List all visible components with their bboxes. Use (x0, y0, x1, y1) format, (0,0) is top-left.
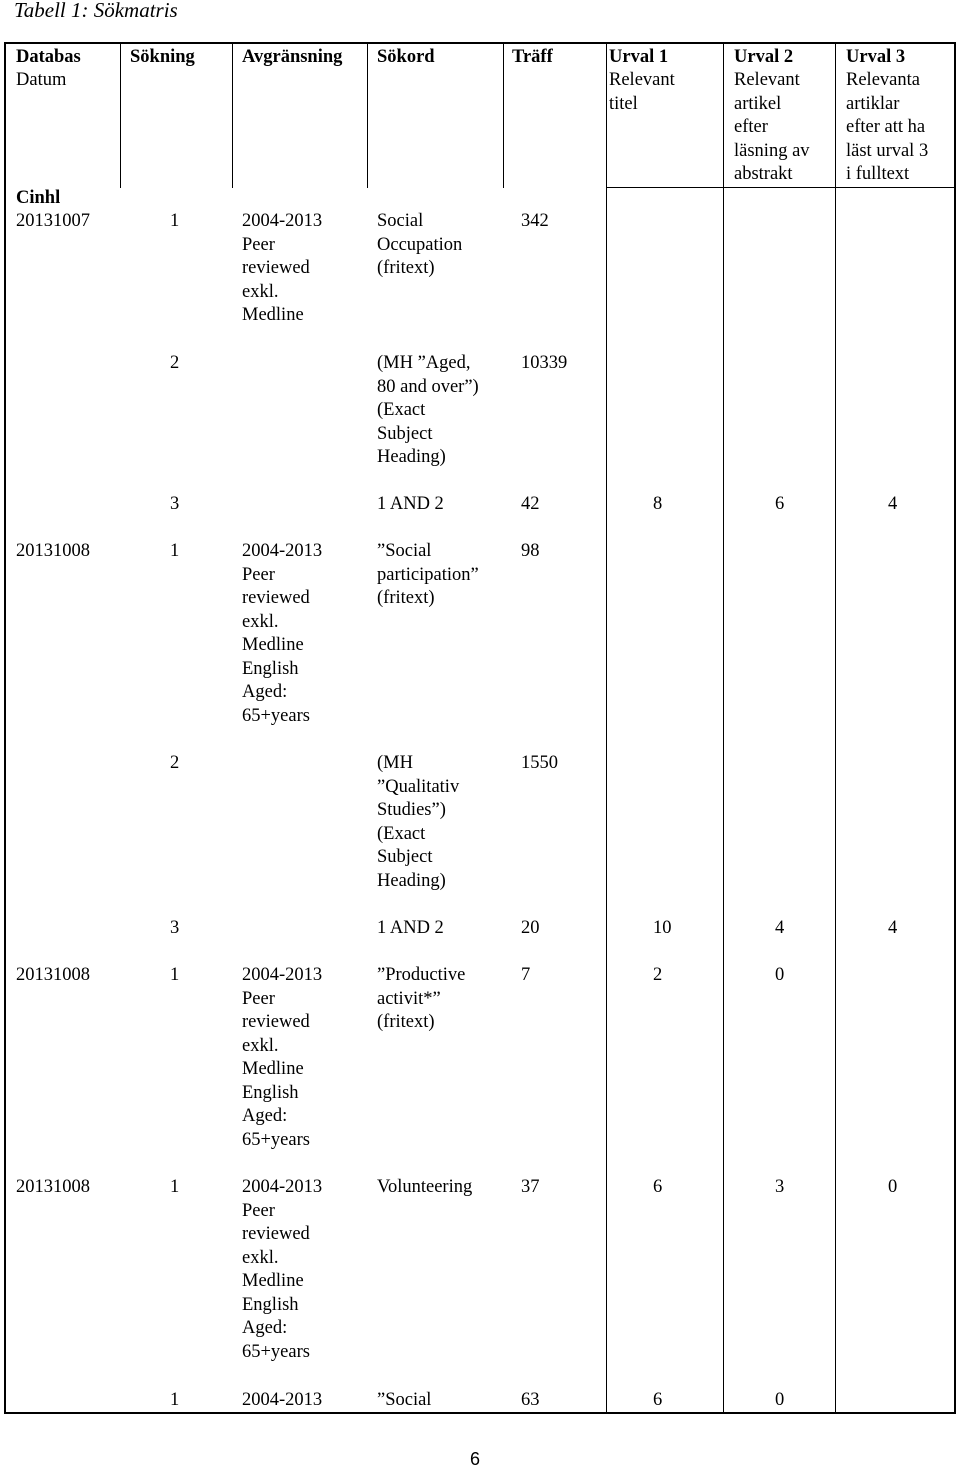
cell-urval2: 6 (775, 494, 785, 514)
cell-sokord-line: ”Social (377, 1390, 432, 1410)
cell-sokord-line: ”Qualitativ (377, 776, 460, 797)
header-avgransning: Avgränsning (242, 47, 343, 67)
cell-sokord-line: Subject (377, 847, 433, 867)
header-urval3: Urval 3 (846, 47, 906, 67)
cell-avgransning-line: reviewed (242, 1224, 310, 1244)
cell-urval3: 4 (888, 494, 898, 514)
header-datum: Datum (16, 70, 67, 90)
cell-sokning: 1 (170, 1390, 180, 1410)
cell-sokord-line: activit*” (377, 988, 441, 1009)
cell-datum: 20131008 (16, 1177, 90, 1197)
cell-sokord-line: 80 and over”) (377, 376, 479, 397)
column-divider (835, 42, 836, 1414)
cell-avgransning-line: Medline (242, 1059, 304, 1079)
cell-sokord-line: Heading) (377, 447, 446, 467)
cell-sokord-line: (MH ”Aged, (377, 353, 471, 373)
cell-avgransning-line: Peer (242, 988, 275, 1009)
header-bottom-border (606, 187, 956, 188)
cell-avgransning-line: English (242, 1082, 299, 1103)
cell-sokord-line: Subject (377, 423, 433, 444)
cell-databas: Cinhl (16, 188, 61, 208)
cell-traff: 42 (521, 494, 540, 514)
cell-avgransning-line: Medline (242, 305, 304, 325)
cell-traff: 63 (521, 1390, 540, 1410)
cell-traff: 342 (521, 211, 549, 231)
cell-sokord-line: Volunteering (377, 1177, 473, 1197)
header-sokord: Sökord (377, 47, 435, 67)
cell-sokning: 2 (170, 353, 180, 373)
cell-avgransning-line: 65+years (242, 1341, 310, 1362)
cell-avgransning-line: 2004-2013 (242, 1177, 323, 1197)
cell-sokning: 1 (170, 965, 180, 985)
cell-urval1: 10 (653, 918, 672, 938)
table-frame (4, 42, 956, 1414)
cell-avgransning-line: reviewed (242, 1012, 310, 1032)
header-divider (503, 42, 504, 188)
cell-avgransning-line: Peer (242, 564, 275, 585)
cell-avgransning-line: Aged: (242, 682, 288, 702)
cell-sokning: 1 (170, 1177, 180, 1197)
cell-avgransning-line: 2004-2013 (242, 541, 323, 561)
cell-avgransning-line: 65+years (242, 705, 310, 726)
cell-sokord-line: 1 AND 2 (377, 918, 444, 938)
cell-avgransning-line: Medline (242, 1271, 304, 1291)
header-urval1: Urval 1 (609, 47, 669, 67)
column-divider (606, 42, 607, 1414)
cell-avgransning-line: English (242, 1294, 299, 1315)
cell-avgransning-line: 2004-2013 (242, 965, 323, 985)
cell-sokord-line: participation” (377, 564, 479, 585)
header-urval2-desc: efter (734, 117, 768, 137)
header-traff: Träff (512, 47, 553, 67)
cell-sokord-line: ”Productive (377, 965, 466, 985)
header-urval3-desc: i fulltext (846, 164, 910, 184)
cell-sokord-line: Studies”) (377, 800, 446, 820)
cell-avgransning-line: exkl. (242, 1035, 279, 1056)
cell-avgransning-line: exkl. (242, 611, 279, 632)
cell-sokord-line: Social (377, 211, 424, 231)
cell-sokord-line: ”Social (377, 541, 432, 561)
cell-urval2: 4 (775, 918, 785, 938)
cell-avgransning-line: Aged: (242, 1106, 288, 1126)
cell-avgransning-line: exkl. (242, 281, 279, 302)
table-top-border (4, 42, 956, 44)
cell-avgransning-line: Medline (242, 635, 304, 655)
cell-urval2: 3 (775, 1177, 785, 1197)
cell-urval1: 8 (653, 494, 663, 514)
cell-sokning: 1 (170, 211, 180, 231)
header-urval2: Urval 2 (734, 47, 794, 67)
cell-datum: 20131008 (16, 965, 90, 985)
cell-sokord-line: (fritext) (377, 1012, 435, 1032)
cell-sokord-line: (Exact (377, 823, 426, 844)
header-urval1-desc: titel (609, 94, 638, 114)
cell-traff: 37 (521, 1177, 540, 1197)
cell-sokning: 3 (170, 918, 180, 938)
cell-avgransning-line: Aged: (242, 1318, 288, 1338)
cell-traff: 98 (521, 541, 540, 561)
cell-urval1: 2 (653, 965, 663, 985)
cell-traff: 1550 (521, 753, 558, 773)
cell-urval1: 6 (653, 1177, 663, 1197)
header-urval2-desc: läsning av (734, 141, 810, 161)
cell-sokord-line: Occupation (377, 234, 463, 255)
header-divider (367, 42, 368, 188)
cell-avgransning-line: 65+years (242, 1129, 310, 1150)
cell-avgransning-line: reviewed (242, 588, 310, 608)
header-divider (120, 42, 121, 188)
cell-urval2: 0 (775, 965, 785, 985)
cell-urval1: 6 (653, 1390, 663, 1410)
cell-sokord-line: 1 AND 2 (377, 494, 444, 514)
header-sokning: Sökning (130, 47, 195, 67)
header-urval3-desc: läst urval 3 (846, 141, 929, 161)
cell-avgransning-line: Peer (242, 1200, 275, 1221)
cell-urval3: 0 (888, 1177, 898, 1197)
header-databas: Databas (16, 47, 81, 67)
cell-sokning: 2 (170, 753, 180, 773)
cell-avgransning-line: 2004-2013 (242, 211, 323, 231)
cell-avgransning-line: reviewed (242, 258, 310, 278)
cell-avgransning-line: 2004-2013 (242, 1390, 323, 1410)
cell-avgransning-line: exkl. (242, 1247, 279, 1268)
page-number: 6 (470, 1449, 481, 1469)
cell-sokord-line: (Exact (377, 400, 426, 420)
table-caption: Tabell 1: Sökmatris (14, 0, 178, 22)
cell-sokning: 1 (170, 541, 180, 561)
cell-traff: 10339 (521, 353, 568, 373)
cell-sokning: 3 (170, 494, 180, 514)
cell-sokord-line: (fritext) (377, 258, 435, 278)
cell-avgransning-line: Peer (242, 234, 275, 255)
header-urval2-desc: artikel (734, 94, 782, 114)
cell-datum: 20131007 (16, 211, 90, 231)
cell-urval2: 0 (775, 1390, 785, 1410)
header-divider (232, 42, 233, 188)
header-urval2-desc: Relevant (734, 70, 800, 90)
header-urval3-desc: artiklar (846, 94, 900, 114)
header-urval2-desc: abstrakt (734, 164, 793, 184)
cell-datum: 20131008 (16, 541, 90, 561)
cell-sokord-line: Heading) (377, 870, 446, 891)
header-urval1-desc: Relevant (609, 70, 675, 90)
cell-avgransning-line: English (242, 658, 299, 679)
cell-traff: 20 (521, 918, 540, 938)
cell-urval3: 4 (888, 918, 898, 938)
cell-traff: 7 (521, 965, 531, 985)
cell-sokord-line: (fritext) (377, 588, 435, 608)
header-urval3-desc: Relevanta (846, 70, 920, 90)
column-divider (723, 42, 724, 1414)
cell-sokord-line: (MH (377, 753, 413, 773)
header-urval3-desc: efter att ha (846, 117, 926, 137)
